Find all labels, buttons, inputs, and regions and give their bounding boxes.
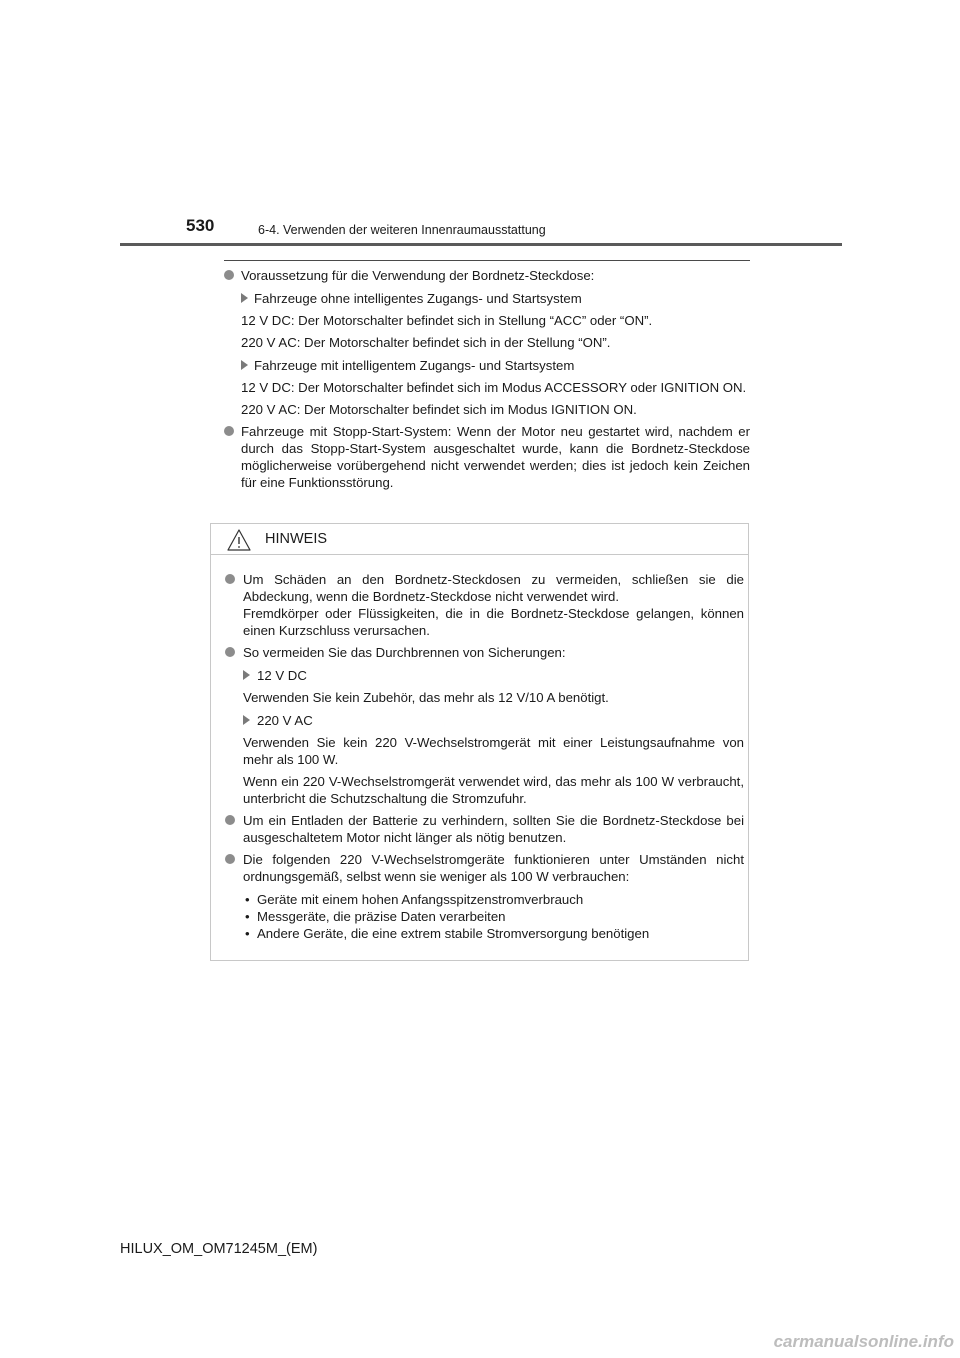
notice-item-cover	[225, 571, 744, 639]
arrow-right-icon	[241, 360, 248, 370]
bullet-dot-icon	[224, 426, 234, 436]
arrow-right-icon	[243, 715, 250, 725]
list-item: • Andere Geräte, die eine extrem stabile Stromversorgung benötigen	[243, 925, 744, 942]
paragraph: 12 V DC: Der Motorschalter befindet sich im Modus ACCESSORY oder IGNITION ON.	[241, 380, 747, 395]
section-title: 6-4. Verwenden der weiteren Innenraumausstattung	[258, 223, 546, 237]
bullet-dot-icon	[224, 270, 234, 280]
notice-sub-220v	[225, 712, 744, 729]
sub-item-with-smart-entry	[224, 357, 750, 374]
notice-header	[211, 524, 748, 555]
paragraph: Verwenden Sie kein Zubehör, das mehr als 12 V/10 A benötigt.	[243, 690, 609, 705]
notice-text: So vermeiden Sie das Durchbrennen von Sicherungen:	[243, 645, 566, 660]
header-rule	[120, 243, 842, 246]
arrow-right-icon	[241, 293, 248, 303]
bullet-text: Voraussetzung für die Verwendung der Bordnetz-Steckdose:	[241, 268, 595, 283]
watermark: carmanualsonline.info	[773, 1332, 954, 1351]
main-content	[224, 262, 750, 491]
notice-sub-12v	[225, 667, 744, 684]
notice-box	[210, 523, 749, 961]
bullet-text: Fahrzeuge mit Stopp-Start-System: Wenn der Motor neu gestartet wird, nachdem er durch das Stopp-Start-System ausgeschaltet wurde, kann die Bordnetz-Steckdose möglicherweise vorübergehend nicht verwendet werden; dies ist jedoch kein Zeichen für eine Funktionsstörung.	[241, 424, 750, 490]
notice-text: Um ein Entladen der Batterie zu verhindern, sollten Sie die Bordnetz-Steckdose bei ausgeschaltetem Motor nicht länger als nötig benutzen.	[243, 813, 744, 845]
notice-text: Die folgenden 220 V-Wechselstromgeräte funktionieren unter Umständen nicht ordnungsgemäß, selbst wenn sie weniger als 100 W verbrauchen:	[243, 852, 744, 884]
bullet-dot-icon	[225, 647, 235, 657]
sub-item-without-smart-entry	[224, 290, 750, 307]
paragraph: 220 V AC: Der Motorschalter befindet sich in der Stellung “ON”.	[241, 335, 611, 350]
notice-text: Fremdkörper oder Flüssigkeiten, die in die Bordnetz-Steckdose gelangen, können einen Kurzschluss verursachen.	[243, 606, 744, 638]
content-top-rule	[224, 260, 750, 261]
bullet-dot-icon	[225, 854, 235, 864]
list-item: • Messgeräte, die präzise Daten verarbeiten	[243, 908, 744, 925]
list-item: • Geräte mit einem hohen Anfangsspitzenstromverbrauch	[243, 891, 744, 908]
bullet-dot-icon	[225, 815, 235, 825]
bullet-item-conditions	[224, 267, 750, 284]
notice-item-fuses	[225, 644, 744, 661]
bullet-item-stop-start	[224, 423, 750, 491]
notice-item-battery	[225, 812, 744, 846]
bullet-dot-icon	[225, 574, 235, 584]
notice-text: Um Schäden an den Bordnetz-Steckdosen zu vermeiden, schließen sie die Abdeckung, wenn die Bordnetz-Steckdose nicht verwendet wird.	[243, 572, 744, 604]
sub-heading: 220 V AC	[257, 713, 313, 728]
sub-heading: 12 V DC	[257, 668, 307, 683]
paragraph: Wenn ein 220 V-Wechselstromgerät verwendet wird, das mehr als 100 W verbraucht, unterbricht die Schutzschaltung die Stromzufuhr.	[243, 774, 744, 806]
device-list	[225, 891, 744, 942]
sub-heading: Fahrzeuge mit intelligentem Zugangs- und Startsystem	[254, 358, 575, 373]
paragraph: Verwenden Sie kein 220 V-Wechselstromgerät mit einer Leistungsaufnahme von mehr als 100 W.	[243, 735, 744, 767]
notice-title: HINWEIS	[265, 531, 328, 547]
notice-item-devices	[225, 851, 744, 885]
footer-code: HILUX_OM_OM71245M_(EM)	[120, 1241, 318, 1257]
paragraph: 12 V DC: Der Motorschalter befindet sich in Stellung “ACC” oder “ON”.	[241, 313, 653, 328]
paragraph: 220 V AC: Der Motorschalter befindet sich im Modus IGNITION ON.	[241, 402, 637, 417]
arrow-right-icon	[243, 670, 250, 680]
notice-body	[225, 566, 744, 942]
page-number: 530	[186, 216, 215, 235]
warning-triangle-icon	[227, 529, 251, 551]
sub-heading: Fahrzeuge ohne intelligentes Zugangs- und Startsystem	[254, 291, 582, 306]
